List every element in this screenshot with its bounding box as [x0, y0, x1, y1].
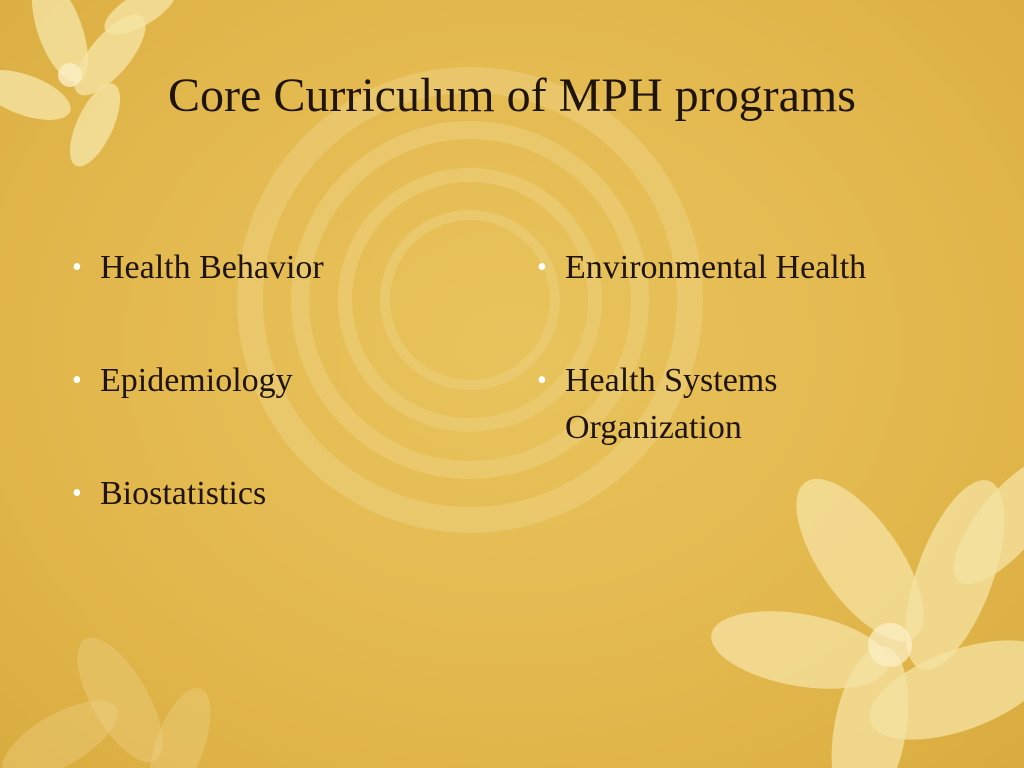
bullet-icon: • — [72, 365, 82, 396]
flower-bottom-left-icon — [0, 625, 223, 768]
list-item — [535, 357, 875, 451]
list-item-label: Environmental Health — [565, 249, 867, 286]
bullet-list-right — [535, 244, 875, 517]
list-item-label: Epidemiology — [100, 362, 293, 399]
list-item — [70, 357, 470, 404]
list-item-label: Health Systems Organization — [565, 362, 778, 446]
bullet-list-left — [70, 244, 470, 583]
bullet-icon: • — [72, 252, 82, 283]
slide-title: Core Curriculum of MPH programs — [168, 69, 856, 122]
bullet-icon: • — [537, 365, 547, 396]
bullet-icon: • — [72, 478, 82, 509]
list-item-label: Health Behavior — [100, 249, 324, 286]
bullet-icon: • — [537, 252, 547, 283]
list-item — [70, 470, 470, 517]
list-item — [70, 244, 470, 291]
list-item — [535, 244, 875, 291]
list-item-label: Biostatistics — [100, 475, 267, 512]
